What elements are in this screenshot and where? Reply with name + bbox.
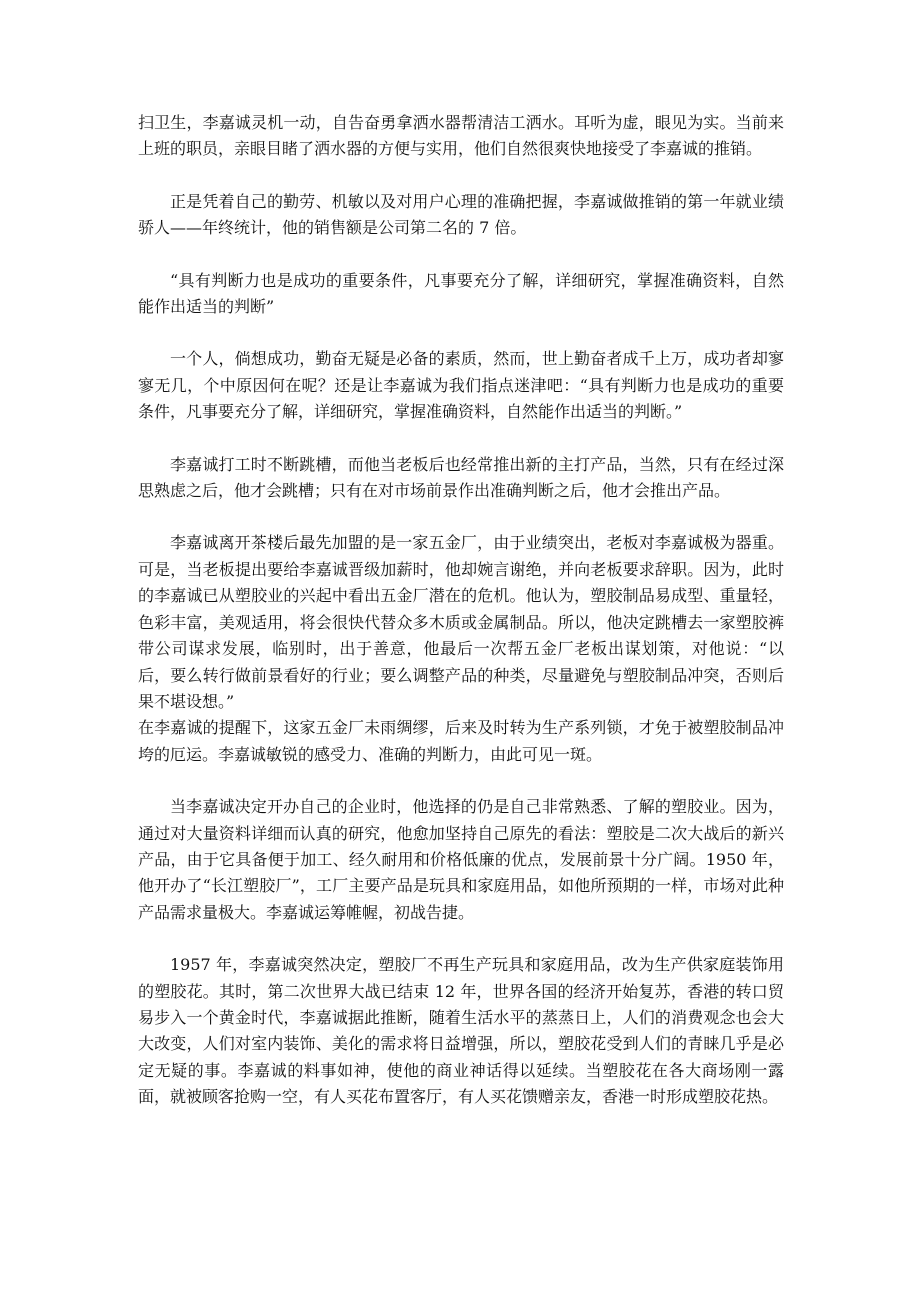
paragraph-6: 李嘉诚离开茶楼后最先加盟的是一家五金厂，由于业绩突出，老板对李嘉诚极为器重。可是，当老板提出要给李嘉诚晋级加薪时，他却婉言谢绝，并向老板要求辞职。因为，此时的李嘉诚已从塑胶业的兴起中看出五金厂潜在的危机。他认为，塑胶制品易成型、重量轻，色彩丰富，美观适用，将会很快代替众多木质或金属制品。所以，他决定跳槽去一家塑胶裤带公司谋求发展，临别时，出于善意，他最后一次帮五金厂老板出谋划策，对他说：“以后，要么转行做前景看好的行业；要么调整产品的种类，尽量避免与塑胶制品冲突，否则后果不堪设想。” <box>138 533 784 711</box>
quote-paragraph: “具有判断力也是成功的重要条件，凡事要充分了解，详细研究，掌握准确资料，自然能作出适当的判断” <box>138 270 784 317</box>
paragraph-4: 一个人，倘想成功，勤奋无疑是必备的素质，然而，世上勤奋者成千上万，成功者却寥寥无几，个中原因何在呢？还是让李嘉诚为我们指点迷津吧：“具有判断力也是成功的重要条件，凡事要充分了解，详细研究，掌握准确资料，自然能作出适当的判断。” <box>138 349 784 422</box>
paragraph-7: 在李嘉诚的提醒下，这家五金厂未雨绸缪，后来及时转为生产系列锁，才免于被塑胶制品冲垮的厄运。李嘉诚敏锐的感受力、准确的判断力，由此可见一斑。 <box>138 718 784 764</box>
paragraph-9: 1957 年，李嘉诚突然决定，塑胶厂不再生产玩具和家庭用品，改为生产供家庭装饰用的塑胶花。其时，第二次世界大战已结束 12 年，世界各国的经济开始复苏，香港的转口贸易步入一个黄金时代，李嘉诚据此推断，随着生活水平的蒸蒸日上，人们的消费观念也会大大改变，人们对室内装饰、美化的需求将日益增强，所以，塑胶花受到人们的青睐几乎是必定无疑的事。李嘉诚的料事如神，使他的商业神话得以延续。当塑胶花在各大商场刚一露面，就被顾客抢购一空，有人买花布置客厅，有人买花馈赠亲友，香港一时形成塑胶花热。 <box>138 955 784 1107</box>
paragraph-8: 当李嘉诚决定开办自己的企业时，他选择的仍是自己非常熟悉、了解的塑胶业。因为，通过对大量资料详细而认真的研究，他愈加坚持自己原先的看法：塑胶是二次大战后的新兴产品，由于它具备便于加工、经久耐用和价格低廉的优点，发展前景十分广阔。1950 年，他开办了“长江塑胶厂”，工厂主要产品是玩具和家庭用品，如他所预期的一样，市场对此种产品需求量极大。李嘉诚运筹帷幄，初战告捷。 <box>138 797 784 922</box>
document-body <box>138 110 784 1137</box>
paragraph-2: 正是凭着自己的勤劳、机敏以及对用户心理的准确把握，李嘉诚做推销的第一年就业绩骄人——年终统计，他的销售额是公司第二名的 7 倍。 <box>138 191 784 238</box>
paragraph-1: 扫卫生，李嘉诚灵机一动，自告奋勇拿洒水器帮清洁工洒水。耳听为虚，眼见为实。当前来上班的职员，亲眼目睹了洒水器的方便与实用，他们自然很爽快地接受了李嘉诚的推销。 <box>138 113 784 159</box>
paragraph-5: 李嘉诚打工时不断跳槽，而他当老板后也经常推出新的主打产品，当然，只有在经过深思熟虑之后，他才会跳槽；只有在对市场前景作出准确判断之后，他才会推出产品。 <box>138 454 784 501</box>
